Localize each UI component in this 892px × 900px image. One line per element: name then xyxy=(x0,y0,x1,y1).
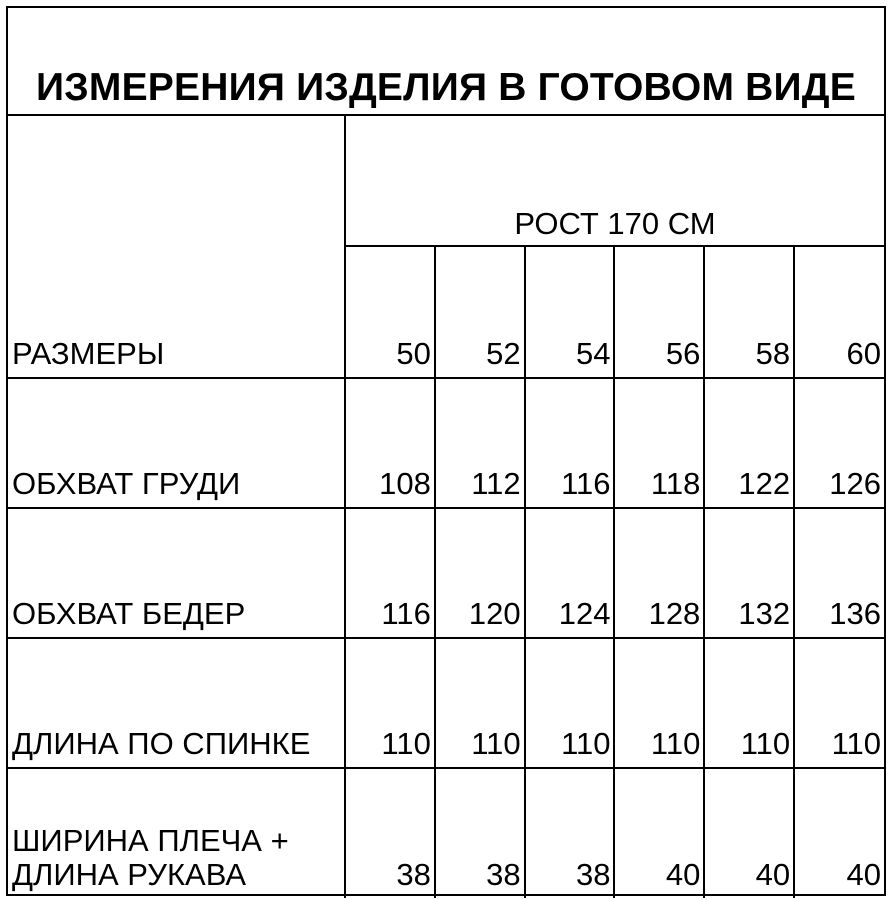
size-cell: 56 xyxy=(614,246,704,378)
table-row xyxy=(8,378,884,508)
value-cell: 118 xyxy=(614,378,704,508)
row-label-back-length: ДЛИНА ПО СПИНКЕ xyxy=(8,638,345,768)
value-cell: 124 xyxy=(525,508,615,638)
table-row xyxy=(8,638,884,768)
size-chart xyxy=(6,6,886,896)
sizes-label: РАЗМЕРЫ xyxy=(8,116,345,378)
value-cell: 110 xyxy=(435,638,525,768)
size-cell: 58 xyxy=(704,246,794,378)
measurements-table xyxy=(8,116,884,898)
value-cell: 38 xyxy=(435,768,525,898)
table-row xyxy=(8,116,884,246)
value-cell: 38 xyxy=(525,768,615,898)
row-label-line1: ШИРИНА ПЛЕЧА + xyxy=(12,822,289,858)
value-cell: 136 xyxy=(794,508,884,638)
row-label-line2: ДЛИНА РУКАВА xyxy=(12,856,247,892)
value-cell: 110 xyxy=(704,638,794,768)
row-label-hips: ОБХВАТ БЕДЕР xyxy=(8,508,345,638)
row-label-shoulder-sleeve xyxy=(8,768,345,898)
value-cell: 40 xyxy=(614,768,704,898)
value-cell: 110 xyxy=(525,638,615,768)
value-cell: 40 xyxy=(794,768,884,898)
value-cell: 122 xyxy=(704,378,794,508)
value-cell: 116 xyxy=(345,508,435,638)
page-title: ИЗМЕРЕНИЯ ИЗДЕЛИЯ В ГОТОВОМ ВИДЕ xyxy=(36,66,856,109)
height-label: РОСТ 170 СМ xyxy=(345,116,884,246)
value-cell: 110 xyxy=(345,638,435,768)
value-cell: 110 xyxy=(794,638,884,768)
size-cell: 54 xyxy=(525,246,615,378)
value-cell: 128 xyxy=(614,508,704,638)
value-cell: 110 xyxy=(614,638,704,768)
size-cell: 52 xyxy=(435,246,525,378)
size-cell: 50 xyxy=(345,246,435,378)
value-cell: 112 xyxy=(435,378,525,508)
row-label-chest: ОБХВАТ ГРУДИ xyxy=(8,378,345,508)
size-cell: 60 xyxy=(794,246,884,378)
value-cell: 38 xyxy=(345,768,435,898)
value-cell: 132 xyxy=(704,508,794,638)
value-cell: 120 xyxy=(435,508,525,638)
value-cell: 108 xyxy=(345,378,435,508)
value-cell: 126 xyxy=(794,378,884,508)
table-row xyxy=(8,768,884,898)
value-cell: 40 xyxy=(704,768,794,898)
title-band xyxy=(8,8,884,116)
table-row xyxy=(8,508,884,638)
value-cell: 116 xyxy=(525,378,615,508)
